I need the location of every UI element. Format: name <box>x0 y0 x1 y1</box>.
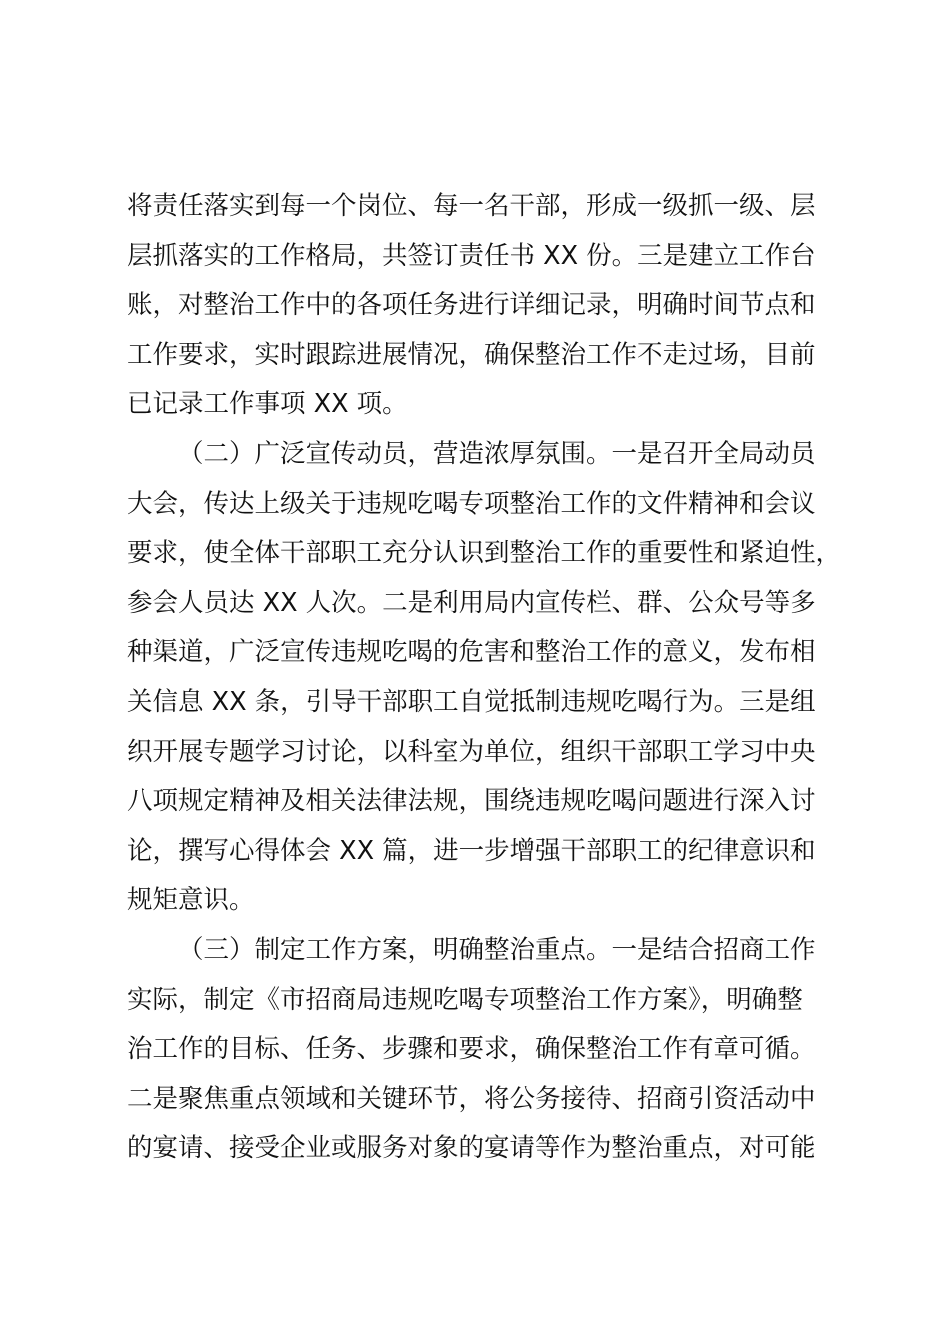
text-line: 的宴请、接受企业或服务对象的宴请等作为整治重点，对可能 <box>127 1133 816 1164</box>
paragraph-publicity <box>127 430 842 926</box>
text-line: 治工作的目标、任务、步骤和要求，确保整治工作有章可循。 <box>127 1034 816 1065</box>
text-line: 关信息 XX 条，引导干部职工自觉抵制违规吃喝行为。三是组 <box>127 686 816 717</box>
text-line: 八项规定精神及相关法律法规，围绕违规吃喝问题进行深入讨 <box>127 786 816 817</box>
text-line: 实际，制定《市招商局违规吃喝专项整治工作方案》，明确整 <box>127 984 803 1015</box>
text-line: 已记录工作事项 XX 项。 <box>127 389 408 420</box>
text-line: 层抓落实的工作格局，共签订责任书 XX 份。三是建立工作台 <box>127 240 816 271</box>
text-line: 参会人员达 XX 人次。二是利用局内宣传栏、群、公众号等多 <box>127 587 816 618</box>
text-line: 规矩意识。 <box>127 885 255 916</box>
text-line: 论，撰写心得体会 XX 篇，进一步增强干部职工的纪律意识和 <box>127 835 816 866</box>
text-line: 将责任落实到每一个岗位、每一名干部，形成一级抓一级、层 <box>127 191 816 221</box>
text-line-first: （二）广泛宣传动员，营造浓厚氛围。一是召开全局动员 <box>178 438 816 469</box>
text-line: 二是聚焦重点领域和关键环节，将公务接待、招商引资活动中 <box>127 1083 816 1114</box>
text-line: 大会，传达上级关于违规吃喝专项整治工作的文件精神和会议 <box>127 488 816 519</box>
text-line: 要求，使全体干部职工充分认识到整治工作的重要性和紧迫性， <box>127 538 842 569</box>
text-line: 织开展专题学习讨论，以科室为单位，组织干部职工学习中央 <box>127 736 816 767</box>
text-line-first: （三）制定工作方案，明确整治重点。一是结合招商工作 <box>178 934 816 965</box>
text-line: 种渠道，广泛宣传违规吃喝的危害和整治工作的意义，发布相 <box>127 637 816 668</box>
text-line: 工作要求，实时跟踪进展情况，确保整治工作不走过场，目前 <box>127 339 816 370</box>
document-body <box>127 182 842 1174</box>
paragraph-responsibility <box>127 182 833 430</box>
text-line: 账，对整治工作中的各项任务进行详细记录，明确时间节点和 <box>127 290 816 321</box>
paragraph-work-plan <box>127 926 833 1174</box>
